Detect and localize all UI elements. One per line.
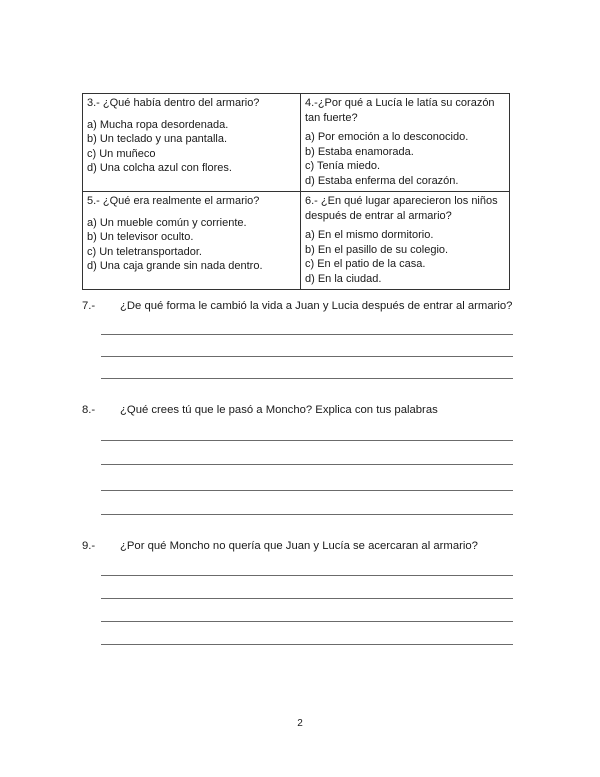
- question-6-option-a: a) En el mismo dormitorio.: [305, 229, 434, 241]
- question-4-title: 4.-¿Por qué a Lucía le latía su corazón tan fuerte?: [305, 97, 495, 124]
- answer-line-8-2[interactable]: [101, 464, 513, 465]
- question-4-option-a: a) Por emoción a lo desconocido.: [305, 131, 469, 143]
- question-7-number: 7.-: [82, 300, 96, 312]
- answer-line-8-4[interactable]: [101, 514, 513, 515]
- question-8-text: ¿Qué crees tú que le pasó a Moncho? Explica con tus palabras: [120, 404, 438, 416]
- answer-line-9-1[interactable]: [101, 575, 513, 576]
- question-3-option-d: d) Una colcha azul con flores.: [87, 162, 232, 174]
- question-5-cell: [83, 192, 301, 290]
- question-9-text: ¿Por qué Moncho no quería que Juan y Lucía se acercaran al armario?: [120, 540, 478, 552]
- question-8-number: 8.-: [82, 404, 96, 416]
- question-5-option-a: a) Un mueble común y corriente.: [87, 216, 247, 229]
- question-5-option-b: b) Un televisor oculto.: [87, 231, 194, 243]
- question-8: [82, 404, 438, 416]
- questions-table: [82, 93, 510, 290]
- question-3-option-b: b) Un teclado y una pantalla.: [87, 133, 228, 145]
- answer-line-8-1[interactable]: [101, 440, 513, 441]
- question-3-cell: [83, 94, 301, 192]
- answer-line-7-3[interactable]: [101, 378, 513, 379]
- question-3-option-c: c) Un muñeco: [87, 147, 156, 160]
- answer-line-7-2[interactable]: [101, 356, 513, 357]
- answer-line-8-3[interactable]: [101, 490, 513, 491]
- question-4-cell: [301, 94, 510, 192]
- question-9-number: 9.-: [82, 540, 96, 552]
- question-6-cell: [301, 192, 510, 290]
- question-9: [82, 540, 478, 552]
- question-7-text: ¿De qué forma le cambió la vida a Juan y Lucia después de entrar al armario?: [120, 300, 513, 312]
- question-6-option-d: d) En la ciudad.: [305, 272, 382, 285]
- question-5-option-d: d) Una caja grande sin nada dentro.: [87, 260, 263, 272]
- question-4-option-b: b) Estaba enamorada.: [305, 145, 414, 158]
- answer-line-9-2[interactable]: [101, 598, 513, 599]
- answer-line-7-1[interactable]: [101, 334, 513, 335]
- question-6-title: 6.- ¿En qué lugar aparecieron los niños después de entrar al armario?: [305, 195, 498, 222]
- question-5-title: 5.- ¿Qué era realmente el armario?: [87, 195, 260, 207]
- question-6-option-c: c) En el patio de la casa.: [305, 258, 426, 270]
- question-7: [82, 300, 512, 312]
- page-number: 2: [297, 718, 303, 729]
- answer-line-9-3[interactable]: [101, 621, 513, 622]
- question-3-option-a: a) Mucha ropa desordenada.: [87, 118, 229, 131]
- question-4-option-d: d) Estaba enferma del corazón.: [305, 174, 459, 187]
- question-5-option-c: c) Un teletransportador.: [87, 245, 202, 258]
- question-4-option-c: c) Tenía miedo.: [305, 160, 381, 172]
- answer-line-9-4[interactable]: [101, 644, 513, 645]
- question-3-title: 3.- ¿Qué había dentro del armario?: [87, 97, 260, 109]
- question-6-option-b: b) En el pasillo de su colegio.: [305, 243, 449, 256]
